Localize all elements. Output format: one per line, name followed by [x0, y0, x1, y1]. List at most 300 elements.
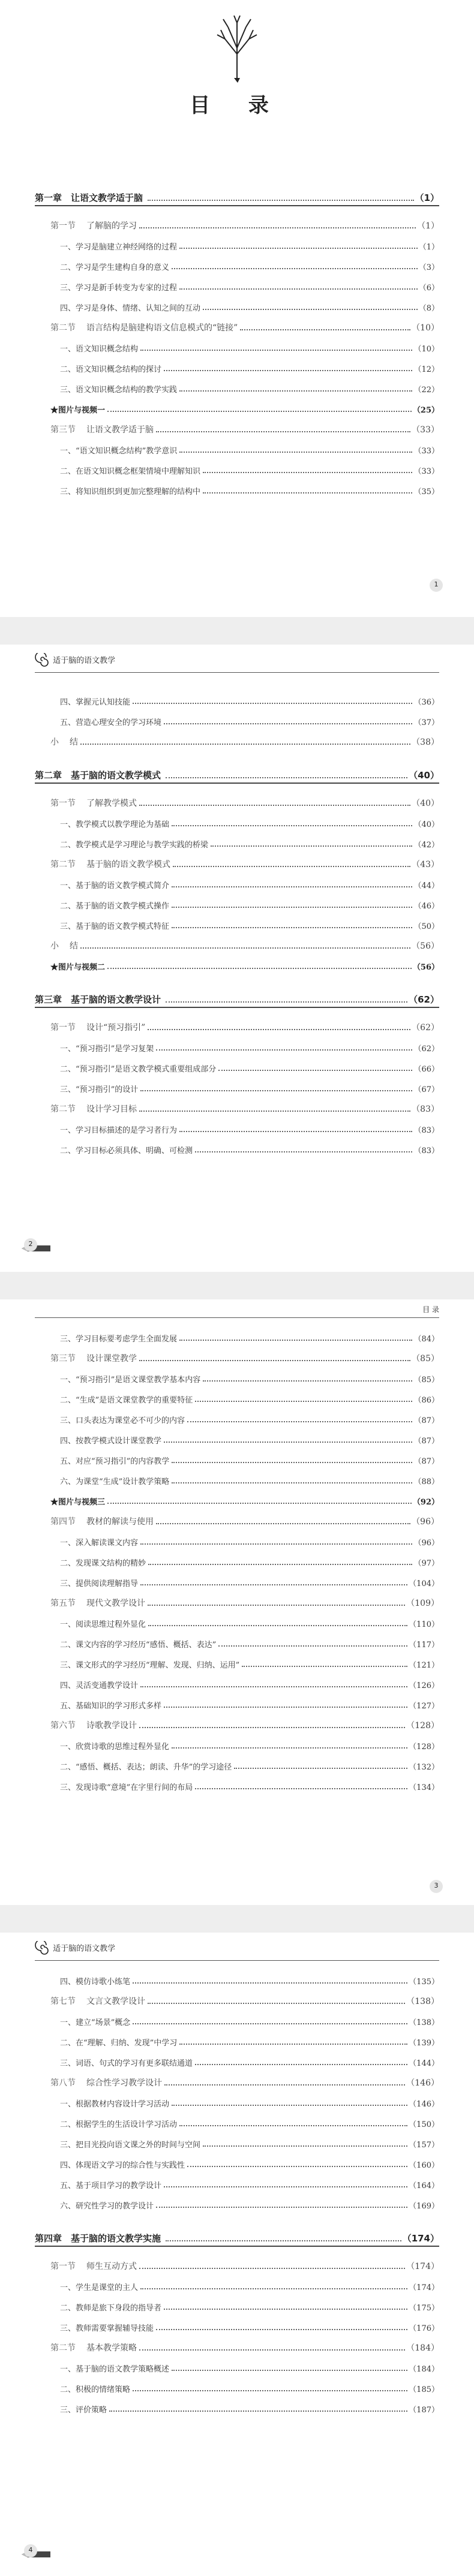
- toc-entry-label: [60, 696, 133, 707]
- toc-entry-text: 一、教学模式以教学理论为基础: [60, 820, 170, 829]
- toc-entry-text: 基于脑的语文教学模式: [86, 860, 170, 869]
- toc-section-number: 第六节: [50, 1721, 76, 1731]
- toc-page-ref: （160）: [409, 2161, 439, 2170]
- toc-subsection-entry[interactable]: [0, 2374, 474, 2394]
- toc-entry-text: 三、评价策略: [60, 2406, 107, 2415]
- toc-page-ref: （44）: [413, 881, 439, 890]
- toc-subsection-entry[interactable]: [0, 1609, 474, 1629]
- toc-entry-label: [60, 1740, 172, 1752]
- toc-section-number: 第一节: [50, 1023, 76, 1033]
- tree-logo-icon: [210, 12, 264, 84]
- toc-entry-label: [60, 2179, 164, 2190]
- toc-section-entry[interactable]: [0, 727, 474, 748]
- toc-entry-text: 二、根据学生的生活设计学习活动: [60, 2120, 178, 2129]
- toc-page-ref: （56）: [412, 963, 439, 972]
- toc-section-entry[interactable]: [0, 415, 474, 435]
- toc-section-number: 第二节: [50, 860, 76, 869]
- toc-subsection-entry[interactable]: [0, 1629, 474, 1650]
- dot-leader: [148, 1029, 410, 1030]
- toc-subsection-entry[interactable]: [0, 1425, 474, 1446]
- toc-entry-text: 四、掌握元认知技能: [60, 698, 131, 707]
- toc-section-entry[interactable]: [0, 2252, 474, 2272]
- toc-subsection-entry[interactable]: [0, 2048, 474, 2068]
- toc-entry-label: [60, 363, 164, 374]
- toc-page-ref: （138）: [409, 2018, 439, 2027]
- toc-entry-text: 二、课文内容的学习经历“感悟、概括、表达”: [60, 1641, 217, 1650]
- dot-leader: [140, 350, 412, 351]
- toc-subsection-entry[interactable]: [0, 2272, 474, 2292]
- toc-subsection-entry[interactable]: [0, 2292, 474, 2313]
- toc-entry-text: 设计课堂教学: [86, 1354, 137, 1364]
- toc-subsection-entry[interactable]: [0, 1033, 474, 1054]
- toc-subsection-entry[interactable]: [0, 2027, 474, 2048]
- toc-page-ref: （87）: [413, 1416, 439, 1425]
- toc-entry-label: [60, 1557, 148, 1568]
- dot-leader: [166, 777, 407, 778]
- dot-leader: [139, 1111, 410, 1112]
- toc-entry-text: 三、发现诗歌“意境”在字里行间的布局: [60, 1783, 193, 1792]
- toc-entry-label: [60, 899, 172, 911]
- toc-entry-text: 二、在“理解、归纳、发现”中学习: [60, 2039, 178, 2048]
- toc-subsection-entry[interactable]: [0, 2190, 474, 2211]
- toc-media-entry[interactable]: [0, 1486, 474, 1507]
- toc-page-ref: （184）: [406, 2343, 439, 2353]
- toc-page-ref: （128）: [406, 1721, 439, 1731]
- dot-leader: [172, 268, 418, 269]
- dot-leader: [203, 309, 418, 310]
- toc-entry-label: [60, 342, 140, 354]
- dot-leader: [139, 805, 410, 806]
- dot-leader: [179, 1340, 412, 1341]
- toc-section-3: [0, 1323, 474, 1792]
- toc-entry-label: [50, 940, 80, 952]
- toc-entry-text: 四、体现语文学习的综合性与实践性: [60, 2161, 185, 2170]
- toc-entry-label: [60, 2383, 133, 2394]
- toc-entry-text: 诗歌教学设计: [86, 1721, 137, 1731]
- toc-entry-label: [60, 302, 203, 313]
- toc-entry-label: [35, 191, 148, 204]
- toc-entry-text: 设计“预习指引”: [86, 1023, 146, 1033]
- toc-section-number: 第二节: [50, 323, 76, 333]
- toc-entry-text: 第三章 基于脑的语文教学设计: [35, 994, 161, 1005]
- toc-entry-label: [60, 818, 172, 829]
- toc-page-ref: （117）: [409, 1641, 439, 1650]
- toc-entry-text: 结: [70, 941, 78, 951]
- dot-leader: [156, 2329, 407, 2330]
- toc-page-ref: （83）: [412, 1105, 439, 1114]
- toc-entry-label: [50, 321, 240, 333]
- toc-subsection-entry[interactable]: [0, 2007, 474, 2027]
- toc-entry-label: [60, 1536, 140, 1548]
- dot-leader: [179, 1131, 412, 1132]
- toc-subsection-entry[interactable]: [0, 374, 474, 395]
- toc-entry-label: [60, 1414, 187, 1425]
- toc-entry-text: 文言文教学设计: [86, 1997, 145, 2006]
- toc-subsection-entry[interactable]: [0, 1385, 474, 1405]
- toc-subsection-entry[interactable]: [0, 1548, 474, 1568]
- toc-entry-text: 设计学习目标: [86, 1105, 137, 1114]
- toc-section-entry[interactable]: [0, 931, 474, 952]
- toc-page-ref: （134）: [409, 1783, 439, 1792]
- dot-leader: [195, 1151, 412, 1152]
- toc-section-1: [0, 180, 474, 496]
- toc-section-entry[interactable]: [0, 1507, 474, 1527]
- toc-entry-label: [60, 2199, 156, 2211]
- toc-entry-text: 一、基于脑的语文教学模式简介: [60, 881, 170, 890]
- toc-chapter-entry[interactable]: [0, 180, 474, 204]
- toc-entry-label: [60, 2016, 133, 2027]
- dot-leader: [164, 2084, 405, 2086]
- toc-entry-text: 现代文教学设计: [86, 1599, 145, 1608]
- dot-leader: [218, 1070, 412, 1071]
- toc-entry-label: [60, 485, 203, 496]
- toc-entry-label: [50, 423, 156, 435]
- toc-entry-text: 二、语文知识概念结构的探讨: [60, 365, 162, 374]
- toc-subsection-entry[interactable]: [0, 252, 474, 272]
- toc-entry-text: 二、“预习指引”是语文教学模式重要组成部分: [60, 1065, 217, 1074]
- toc-entry-text: 二、教学模式是学习理论与教学实践的桥梁: [60, 841, 209, 850]
- toc-page-ref: （88）: [413, 1477, 439, 1486]
- toc-page-ref: （97）: [413, 1559, 439, 1568]
- toc-subsection-entry[interactable]: [0, 2129, 474, 2150]
- toc-subsection-entry[interactable]: [0, 2170, 474, 2190]
- toc-entry-label: [60, 1332, 179, 1344]
- dot-leader: [156, 431, 410, 432]
- toc-page-ref: （67）: [413, 1085, 439, 1094]
- toc-page-ref: （110）: [409, 1620, 439, 1629]
- toc-entry-text: 一、语文知识概念结构: [60, 345, 139, 354]
- toc-page-ref: （46）: [413, 902, 439, 911]
- toc-entry-text: 四、学习是身体、情绪、认知之间的互动: [60, 304, 201, 313]
- toc-page-ref: （176）: [409, 2324, 439, 2333]
- dot-leader: [195, 1788, 407, 1789]
- dot-leader: [218, 1645, 407, 1647]
- toc-subsection-entry[interactable]: [0, 809, 474, 829]
- toc-entry-label: [60, 1699, 164, 1711]
- toc-entry-text: 师生互动方式: [86, 2262, 137, 2271]
- toc-entry-label: [60, 2036, 179, 2048]
- toc-media-entry[interactable]: [0, 395, 474, 415]
- toc-subsection-entry[interactable]: [0, 1323, 474, 1344]
- toc-page-ref: （38）: [412, 738, 439, 747]
- toc-page-ref: （86）: [413, 1396, 439, 1405]
- toc-subsection-entry[interactable]: [0, 1690, 474, 1711]
- toc-section-number: 第一节: [50, 221, 76, 231]
- toc-subsection-entry[interactable]: [0, 476, 474, 496]
- toc-subsection-entry[interactable]: [0, 1650, 474, 1670]
- toc-subsection-entry[interactable]: [0, 2354, 474, 2374]
- toc-entry-text: 三、教师需要掌握辅导技能: [60, 2324, 154, 2333]
- toc-page-ref: （96）: [412, 1517, 439, 1527]
- toc-entry-text: 一、学习是脑建立神经网络的过程: [60, 243, 178, 252]
- toc-page-ref: （56）: [412, 941, 439, 951]
- toc-subsection-entry[interactable]: [0, 829, 474, 850]
- toc-entry-text: 三、课文形式的学习经历“理解、发现、归纳、运用”: [60, 1661, 240, 1670]
- toc-entry-label: [60, 2363, 172, 2374]
- toc-subsection-entry[interactable]: [0, 1364, 474, 1385]
- toc-subsection-entry[interactable]: [0, 1405, 474, 1425]
- toc-section-entry[interactable]: [0, 1987, 474, 2007]
- toc-entry-text: 五、基础知识的学习形式多样: [60, 1702, 162, 1711]
- toc-subsection-entry[interactable]: [0, 890, 474, 911]
- toc-entry-label: [60, 1618, 148, 1629]
- toc-page-ref: （126）: [409, 1681, 439, 1690]
- toc-entry-text: 结: [70, 738, 78, 747]
- toc-page-ref: （174）: [406, 2262, 439, 2271]
- toc-subsection-entry[interactable]: [0, 1568, 474, 1588]
- toc-entry-label: [50, 961, 107, 972]
- toc-entry-label: [50, 2260, 139, 2272]
- toc-section-number: 第四节: [50, 1517, 76, 1527]
- toc-page-ref: （121）: [409, 1661, 439, 1670]
- toc-subsection-entry[interactable]: [0, 2150, 474, 2170]
- toc-page-ref: （83）: [413, 1126, 439, 1135]
- spiral-icon: [35, 1941, 50, 1957]
- toc-entry-label: [60, 1475, 172, 1486]
- toc-subsection-entry[interactable]: [0, 1772, 474, 1792]
- toc-entry-label: [60, 1761, 234, 1772]
- toc-entry-label: [50, 858, 173, 870]
- dot-leader: [179, 390, 412, 392]
- toc-entry-label: [50, 219, 139, 231]
- toc-section-entry[interactable]: [0, 313, 474, 333]
- toc-entry-text: 第一章 让语文教学适于脑: [35, 192, 143, 203]
- toc-page-ref: （87）: [413, 1457, 439, 1466]
- toc-subsection-entry[interactable]: [0, 1527, 474, 1548]
- toc-entry-text: 一、“预习指引”是学习复架: [60, 1045, 154, 1054]
- toc-section-entry[interactable]: [0, 1344, 474, 1364]
- toc-page-ref: （40）: [413, 820, 439, 829]
- toc-page-ref: （157）: [409, 2141, 439, 2150]
- toc-entry-text: 三、口头表达为课堂必不可少的内容: [60, 1416, 185, 1425]
- toc-page-ref: （144）: [409, 2059, 439, 2068]
- dot-leader: [166, 2240, 401, 2241]
- toc-page-ref: （185）: [409, 2385, 439, 2394]
- toc-entry-text: 一、欣赏诗歌的思维过程外显化: [60, 1743, 170, 1752]
- page-gap: [0, 1905, 474, 1933]
- running-header: [35, 653, 115, 669]
- toc-subsection-entry[interactable]: [0, 231, 474, 252]
- toc-entry-text: 二、在语文知识概念框架情境中理解知识: [60, 467, 201, 476]
- page-number-badge: 3: [430, 1880, 443, 1893]
- toc-entry-label: [35, 2232, 166, 2244]
- dot-leader: [179, 288, 418, 290]
- toc-entry-label: [60, 261, 172, 272]
- toc-subsection-entry[interactable]: [0, 1731, 474, 1752]
- toc-entry-text: 五、对应“预习指引”的内容教学: [60, 1457, 170, 1466]
- dot-leader: [133, 1982, 407, 1984]
- toc-entry-label: [35, 769, 166, 781]
- toc-page-ref: （6）: [418, 284, 439, 293]
- toc-subsection-entry[interactable]: [0, 1074, 474, 1094]
- toc-entry-text: 三、语文知识概念结构的教学实践: [60, 386, 178, 395]
- toc-page-ref: （174）: [402, 2233, 439, 2244]
- dot-leader: [140, 1090, 412, 1091]
- toc-page-ref: （62）: [412, 1023, 439, 1033]
- toc-entry-label: [60, 240, 179, 252]
- toc-subsection-entry[interactable]: [0, 2109, 474, 2129]
- dot-leader: [107, 1503, 412, 1504]
- toc-section-entry[interactable]: [0, 1013, 474, 1033]
- dot-leader: [140, 1686, 407, 1687]
- toc-entry-text: 一、学习目标描述的是学习者行为: [60, 1126, 178, 1135]
- toc-subsection-entry[interactable]: [0, 1466, 474, 1486]
- toc-entry-label: [60, 1455, 172, 1466]
- toc-entry-label: [60, 1659, 242, 1670]
- dot-leader: [172, 1482, 412, 1483]
- toc-section-number: 第一节: [50, 2262, 76, 2271]
- toc-entry-text: 四、灵活变通教学设计: [60, 1681, 139, 1690]
- toc-subsection-entry[interactable]: [0, 707, 474, 727]
- toc-page-ref: （84）: [413, 1335, 439, 1344]
- toc-page-ref: （138）: [406, 1997, 439, 2006]
- toc-page-ref: （135）: [409, 1978, 439, 1987]
- toc-subsection-entry[interactable]: [0, 2394, 474, 2415]
- toc-entry-text: 五、基于项目学习的教学设计: [60, 2181, 162, 2190]
- toc-entry-text: ★图片与视频三: [50, 1498, 106, 1507]
- toc-entry-label: [60, 1144, 195, 1155]
- toc-subsection-entry[interactable]: [0, 1446, 474, 1466]
- toc-entry-text: 一、根据教材内容设计学习活动: [60, 2100, 170, 2109]
- toc-page-ref: （40）: [409, 770, 439, 781]
- toc-media-entry[interactable]: [0, 952, 474, 972]
- toc-entry-text: 三、基于脑的语文教学模式特征: [60, 922, 170, 931]
- toc-page-ref: （1）: [415, 192, 439, 203]
- toc-page-ref: （146）: [409, 2100, 439, 2109]
- toc-entry-text: 第四章 基于脑的语文教学实施: [35, 2233, 161, 2244]
- toc-entry-text: 了解教学模式: [86, 799, 137, 808]
- toc-subsection-entry[interactable]: [0, 456, 474, 476]
- dot-leader: [80, 947, 410, 949]
- toc-entry-label: [60, 1063, 218, 1074]
- toc-entry-label: [50, 404, 107, 415]
- toc-page-ref: （40）: [412, 799, 439, 808]
- running-header-right: 目 录: [422, 1305, 439, 1314]
- toc-subsection-entry[interactable]: [0, 1054, 474, 1074]
- toc-section-entry[interactable]: [0, 2333, 474, 2354]
- dot-leader: [164, 1707, 407, 1708]
- toc-page-ref: （37）: [413, 718, 439, 727]
- dot-leader: [187, 2166, 407, 2167]
- toc-page-ref: （87）: [413, 1437, 439, 1446]
- toc-entry-label: [60, 2138, 203, 2150]
- toc-entry-text: 二、发现课文结构的精妙: [60, 1559, 146, 1568]
- toc-entry-text: 二、学习目标必须具体、明确、可检测: [60, 1146, 193, 1155]
- toc-entry-text: 让语文教学适于脑: [86, 425, 154, 435]
- toc-entry-label: [50, 736, 80, 748]
- toc-subsection-entry[interactable]: [0, 2089, 474, 2109]
- toc-section-number: 第一节: [50, 799, 76, 808]
- toc-section-entry[interactable]: [0, 1711, 474, 1731]
- toc-entry-text: 二、教师是旅下身段的指导者: [60, 2304, 162, 2313]
- toc-page-ref: （109）: [406, 1599, 439, 1608]
- toc-page-ref: （3）: [418, 263, 439, 272]
- toc-page-ref: （128）: [409, 1743, 439, 1752]
- running-header: [35, 1941, 115, 1957]
- toc-chapter-entry[interactable]: [0, 2220, 474, 2244]
- toc-page-ref: （42）: [413, 841, 439, 850]
- toc-entry-text: 三、“预习指引”的设计: [60, 1085, 139, 1094]
- toc-entry-text: 了解脑的学习: [86, 221, 137, 231]
- toc-subsection-entry[interactable]: [0, 1966, 474, 1987]
- toc-page-ref: （10）: [412, 323, 439, 333]
- toc-page-ref: （169）: [409, 2202, 439, 2211]
- toc-subsection-entry[interactable]: [0, 870, 474, 890]
- toc-page-ref: （62）: [409, 994, 439, 1005]
- page-number-badge: 1: [430, 579, 443, 592]
- dot-leader: [107, 411, 412, 412]
- toc-subsection-entry[interactable]: [0, 333, 474, 354]
- toc-entry-text: 六、研究性学习的教学设计: [60, 2202, 154, 2211]
- toc-subsection-entry[interactable]: [0, 911, 474, 931]
- toc-section-entry[interactable]: [0, 1094, 474, 1115]
- toc-entry-text: 一、深入解读课文内容: [60, 1539, 139, 1548]
- toc-page-ref: （127）: [409, 1702, 439, 1711]
- toc-section-entry[interactable]: [0, 211, 474, 231]
- toc-page-ref: （146）: [406, 2078, 439, 2088]
- toc-page-ref: （8）: [418, 304, 439, 313]
- toc-section-number: 第三节: [50, 1354, 76, 1364]
- toc-subsection-entry[interactable]: [0, 354, 474, 374]
- toc-page-ref: （1）: [417, 221, 439, 231]
- toc-section-number: 第三节: [50, 425, 76, 435]
- toc-subsection-entry[interactable]: [0, 687, 474, 707]
- dot-leader: [148, 200, 414, 201]
- dot-leader: [164, 2186, 407, 2187]
- toc-entry-label: [50, 1352, 139, 1364]
- toc-page-ref: （139）: [409, 2039, 439, 2048]
- toc-page-ref: （62）: [413, 1045, 439, 1054]
- toc-subsection-entry[interactable]: [0, 293, 474, 313]
- toc-entry-text: 一、建立“场景”概念: [60, 2018, 131, 2027]
- dot-leader: [195, 1401, 412, 1402]
- toc-entry-label: [50, 1719, 139, 1731]
- toc-section-entry[interactable]: [0, 1588, 474, 1609]
- toc-subsection-entry[interactable]: [0, 1115, 474, 1135]
- dot-leader: [164, 1442, 412, 1443]
- toc-page-ref: （174）: [409, 2283, 439, 2292]
- header-rule: [35, 1960, 439, 1961]
- toc-subsection-entry[interactable]: [0, 272, 474, 293]
- toc-subsection-entry[interactable]: [0, 1670, 474, 1690]
- toc-chapter-entry[interactable]: [0, 757, 474, 781]
- toc-entry-text: 三、学习是新手转变为专家的过程: [60, 284, 178, 293]
- toc-page-ref: （85）: [412, 1354, 439, 1364]
- toc-section-entry[interactable]: [0, 850, 474, 870]
- toc-page-ref: （1）: [418, 243, 439, 252]
- toc-entry-label: [60, 2118, 179, 2129]
- toc-subsection-entry[interactable]: [0, 1135, 474, 1155]
- toc-entry-label: [60, 1781, 195, 1792]
- toc-entry-text: 综合性学习教学设计: [86, 2078, 162, 2088]
- toc-subsection-entry[interactable]: [0, 2313, 474, 2333]
- dot-leader: [148, 1564, 412, 1565]
- dot-leader: [234, 1768, 407, 1769]
- toc-page-3: [0, 1299, 474, 1905]
- toc-section-entry[interactable]: [0, 789, 474, 809]
- toc-section-number: 第八节: [50, 2078, 76, 2088]
- toc-subsection-entry[interactable]: [0, 435, 474, 456]
- toc-entry-text: ★图片与视频一: [50, 406, 106, 415]
- dot-leader: [148, 2003, 405, 2004]
- toc-entry-label: [60, 716, 164, 727]
- toc-entry-text: 二、学习是学生建构自身的意义: [60, 263, 170, 272]
- toc-entry-text: 第二章 基于脑的语文教学模式: [35, 770, 161, 781]
- toc-chapter-entry[interactable]: [0, 982, 474, 1006]
- toc-entry-label: [50, 1995, 148, 2007]
- toc-subsection-entry[interactable]: [0, 1752, 474, 1772]
- toc-section-entry[interactable]: [0, 2068, 474, 2089]
